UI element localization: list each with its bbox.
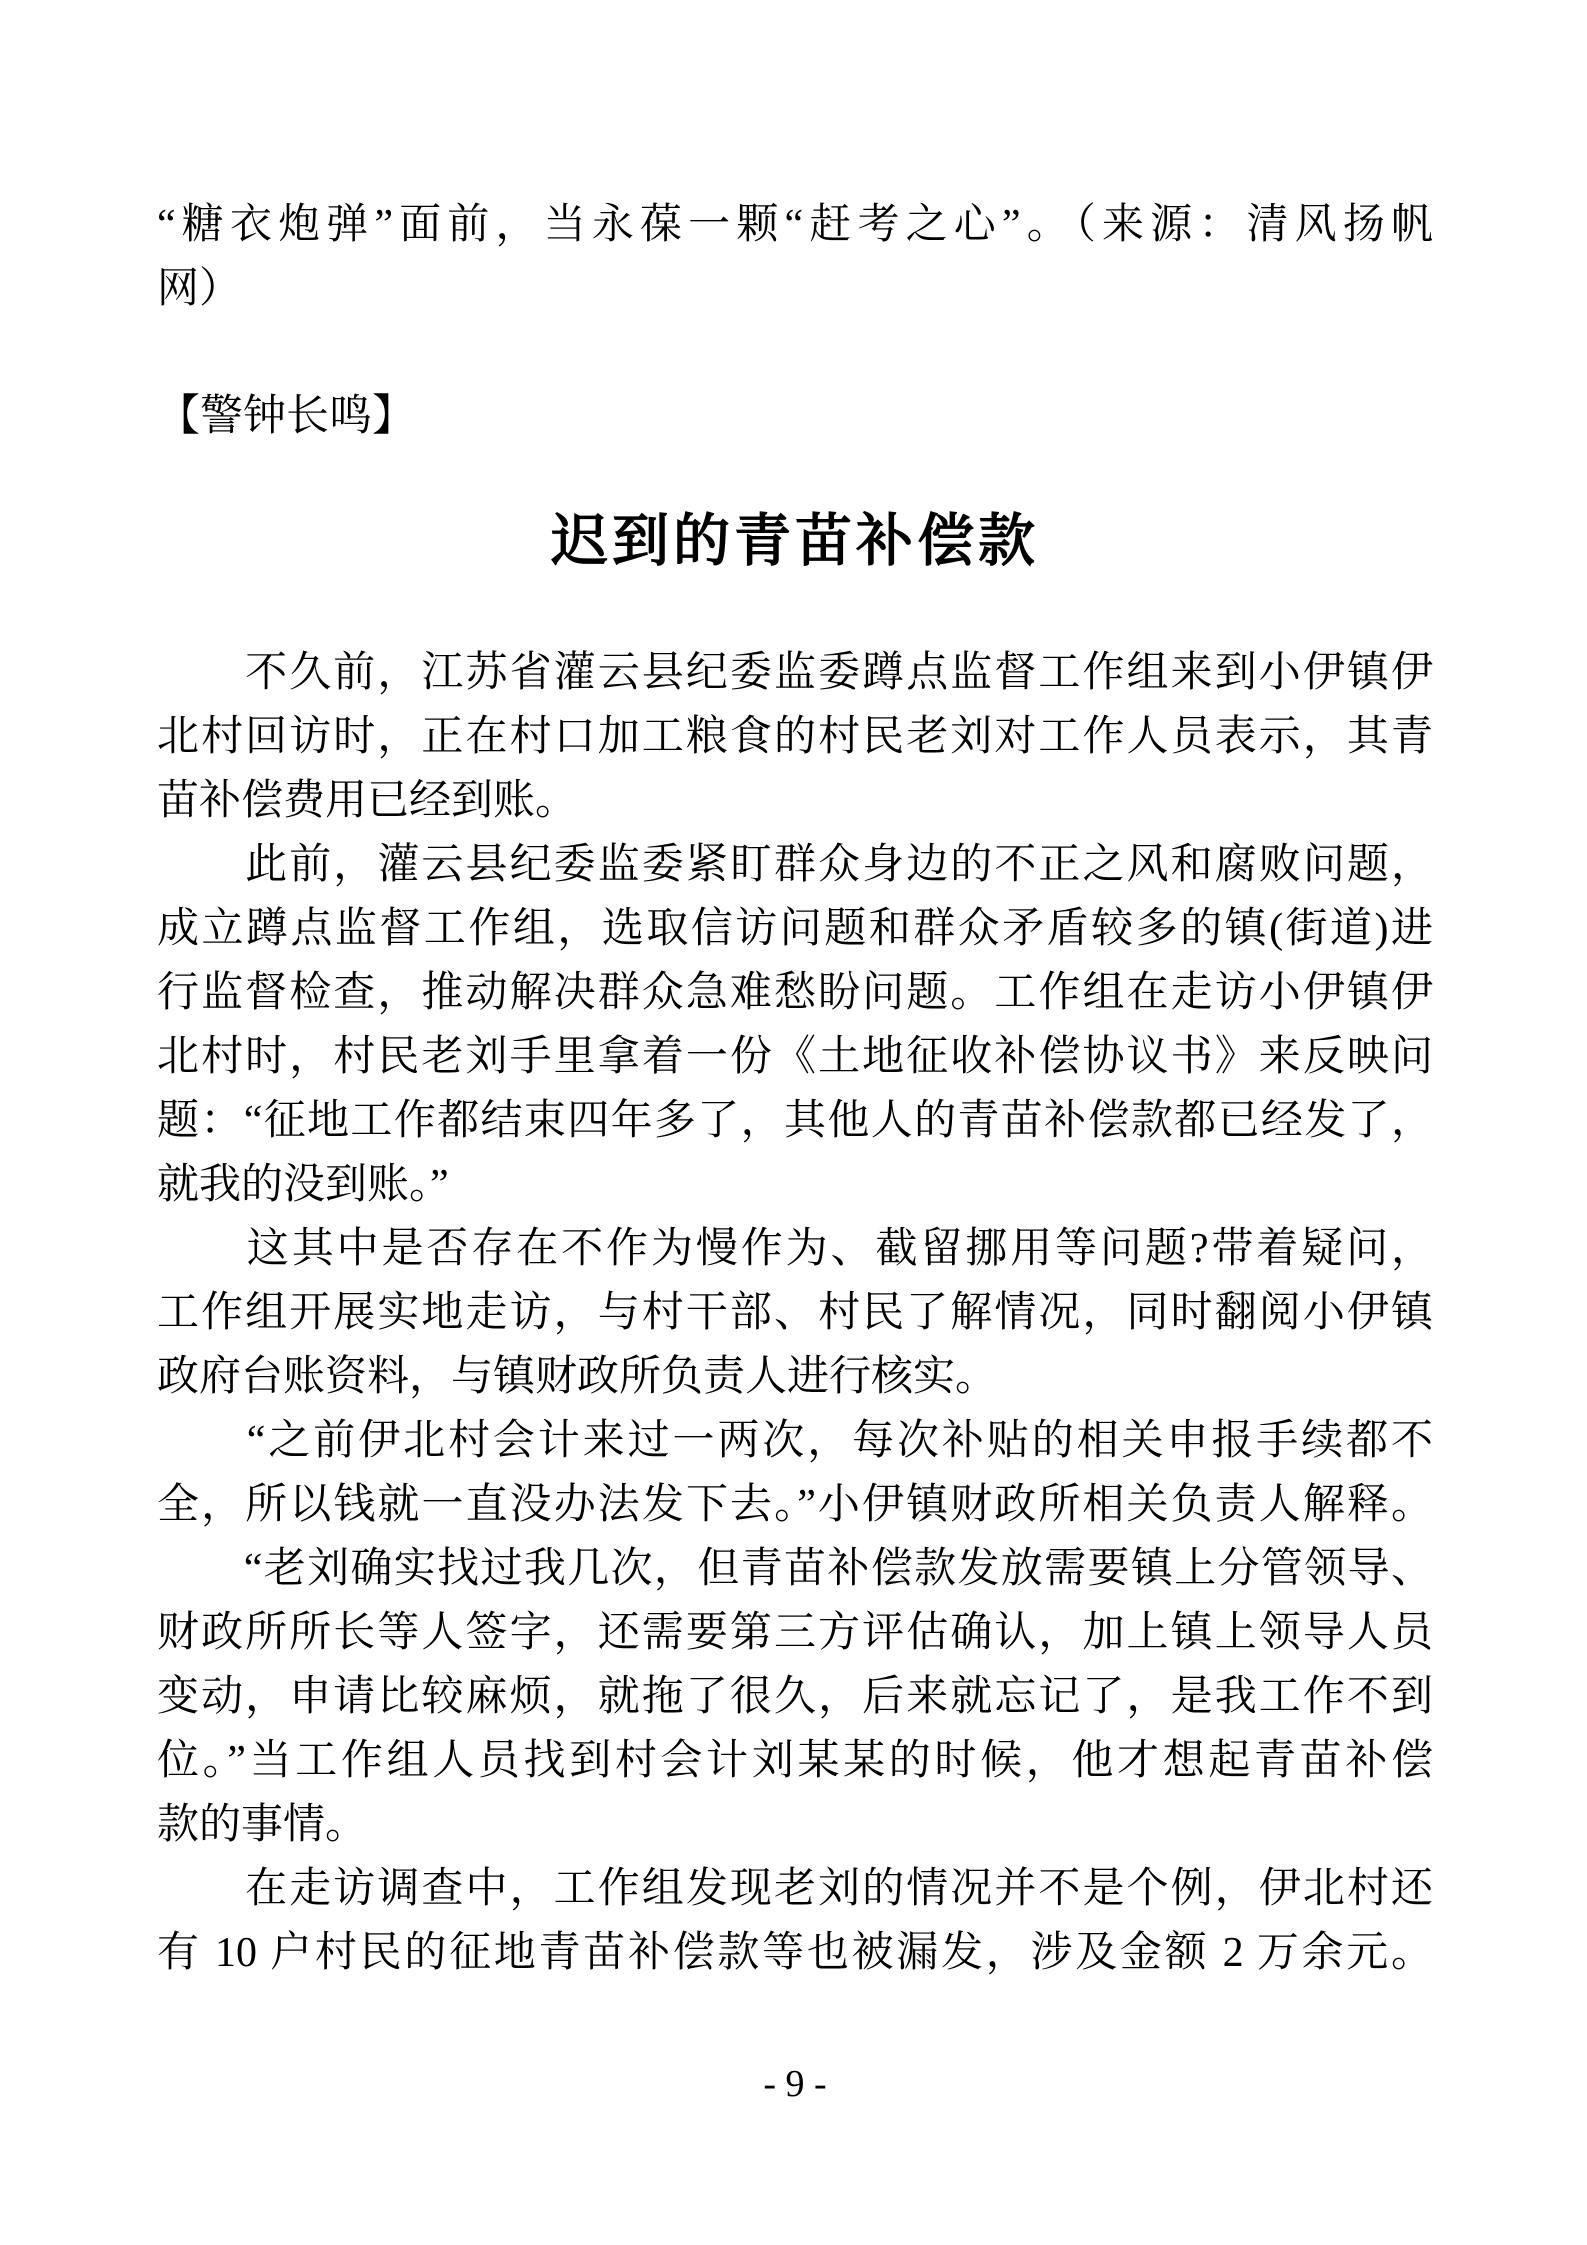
- text-line: “糖衣炮弹”面前，当永葆一颗“赶考之心”。（来源：清风扬帆: [157, 202, 1433, 248]
- text-line: 网）: [157, 266, 242, 312]
- text-line: “老刘确实找过我几次，但青苗补偿款发放需要镇上分管领导、: [157, 1546, 1433, 1592]
- text-line: 财政所所长等人签字，还需要第三方评估确认，加上镇上领导人员: [157, 1610, 1433, 1656]
- paragraph: [157, 641, 1433, 833]
- text-line: 全，所以钱就一直没办法发下去。”小伊镇财政所相关负责人解释。: [157, 1482, 1433, 1528]
- text-line: 北村回访时，正在村口加工粮食的村民老刘对工作人员表示，其青: [157, 714, 1433, 760]
- text-line: 工作组开展实地走访，与村干部、村民了解情况，同时翻阅小伊镇: [157, 1290, 1433, 1336]
- paragraph: [157, 1537, 1433, 1857]
- paragraph: [157, 1409, 1433, 1537]
- article-body: [157, 641, 1433, 1985]
- paragraph: [157, 1857, 1433, 1985]
- paragraph: [157, 833, 1433, 1217]
- text-line: 款的事情。: [157, 1802, 368, 1848]
- text-line: 在走访调查中，工作组发现老刘的情况并不是个例，伊北村还: [157, 1866, 1433, 1912]
- text-line: 北村时，村民老刘手里拿着一份《土地征收补偿协议书》来反映问: [157, 1034, 1433, 1080]
- article-title: 迟到的青苗补偿款: [551, 510, 1039, 573]
- text-line: “之前伊北村会计来过一两次，每次补贴的相关申报手续都不: [157, 1418, 1433, 1464]
- page-number: - 9 -: [763, 2063, 827, 2105]
- text-line: 此前，灌云县纪委监委紧盯群众身边的不正之风和腐败问题，: [157, 842, 1433, 888]
- text-line: 题：“征地工作都结束四年多了，其他人的青苗补偿款都已经发了，: [157, 1098, 1433, 1144]
- page-content: [0, 193, 1587, 2108]
- text-line: 政府台账资料，与镇财政所负责人进行核实。: [157, 1354, 998, 1400]
- section-header: 【警钟长鸣】: [157, 393, 415, 440]
- text-line: 位。”当工作组人员找到村会计刘某某的时候，他才想起青苗补偿: [157, 1738, 1433, 1784]
- text-line: 就我的没到账。”: [157, 1162, 449, 1208]
- text-line: 行监督检查，推动解决群众急难愁盼问题。工作组在走访小伊镇伊: [157, 970, 1433, 1016]
- text-line: 变动，申请比较麻烦，就拖了很久，后来就忘记了，是我工作不到: [157, 1674, 1433, 1720]
- paragraph: [157, 1217, 1433, 1409]
- text-line: 成立蹲点监督工作组，选取信访问题和群众矛盾较多的镇(街道)进: [157, 906, 1433, 952]
- text-line: 苗补偿费用已经到账。: [157, 778, 578, 824]
- text-line: 不久前，江苏省灌云县纪委监委蹲点监督工作组来到小伊镇伊: [157, 650, 1433, 696]
- text-line: 有 10 户村民的征地青苗补偿款等也被漏发，涉及金额 2 万余元。: [157, 1930, 1433, 1976]
- text-line: 这其中是否存在不作为慢作为、截留挪用等问题?带着疑问，: [157, 1226, 1433, 1272]
- intro-paragraph: [157, 193, 1433, 321]
